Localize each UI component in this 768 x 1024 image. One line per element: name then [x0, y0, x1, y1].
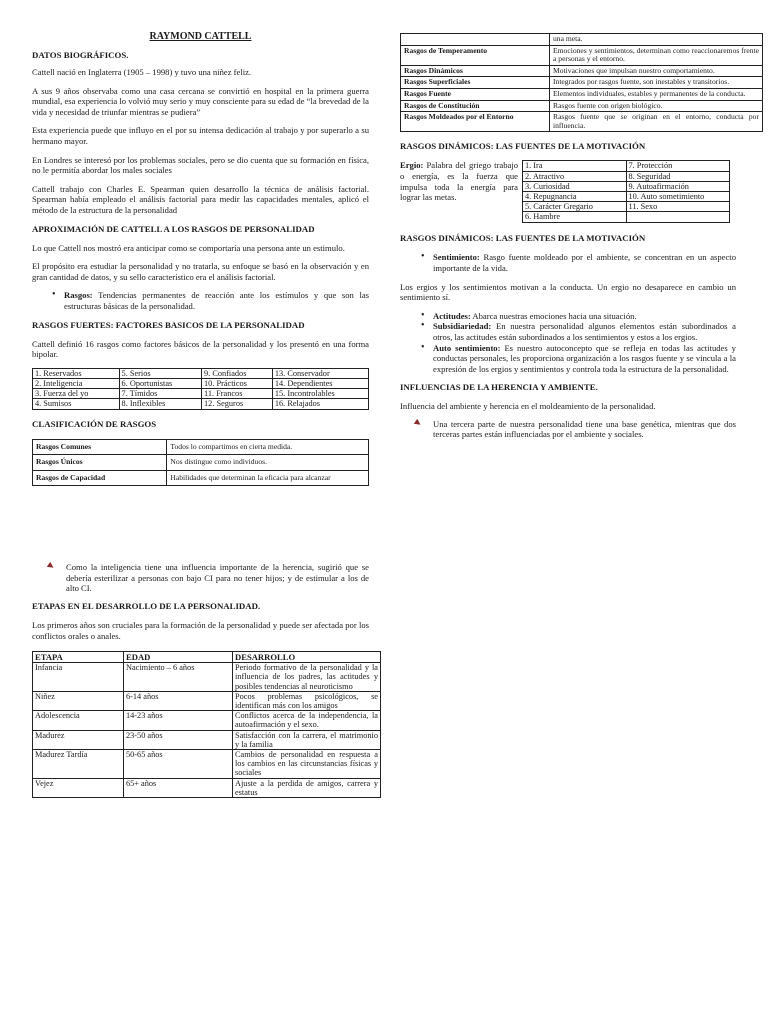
rasgo-name: Rasgos Únicos — [33, 455, 167, 471]
etapa-cell: Adolescencia — [33, 711, 124, 730]
heading-rasgos-fuertes: RASGOS FUERTES: FACTORES BASICOS DE LA PERSONALIDAD — [32, 319, 305, 330]
table-cell: 5. Carácter Gregario — [523, 202, 627, 212]
bullet-icon: • — [421, 320, 425, 332]
table-cell: 6. Oportunistas — [119, 378, 201, 388]
rasgo-description: Integrados por rasgos fuente, son inestables y transitorios. — [550, 77, 763, 89]
bullet-icon: • — [421, 309, 425, 321]
table-cell: 7. Protección — [626, 161, 730, 171]
paragraph: Lo que Cattell nos mostró era anticipar como se comportaría una persona ante un estimulo. — [32, 242, 345, 253]
table-cell: 8. Seguridad — [626, 171, 730, 181]
paragraph: Esta experiencia puede que influyo en el por su intensa dedicación al trabajo y por superarlo a su hermano mayor. — [32, 125, 369, 146]
rasgo-name: Rasgos de Temperamento — [401, 45, 550, 65]
table-row — [33, 399, 369, 409]
edad-cell: 23-50 años — [124, 730, 233, 749]
rasgo-description: Todos lo compartimos en cierta medida. — [167, 439, 369, 455]
table-row — [523, 171, 730, 181]
table-row — [401, 45, 763, 65]
list-item — [421, 309, 736, 322]
etapa-cell: Madurez Tardía — [33, 750, 124, 779]
clasificacion-table — [32, 439, 369, 487]
ergio-definition — [400, 160, 518, 202]
heading-herencia: INFLUENCIAS DE LA HERENCIA Y AMBIENTE. — [400, 382, 598, 393]
sentimiento-list — [400, 252, 736, 273]
desarrollo-cell: Ajuste a la perdida de amigos, carrera y estatus — [233, 778, 381, 797]
table-cell: 7. Tímidos — [119, 389, 201, 399]
rasgo-name: Rasgos Fuente — [401, 88, 550, 100]
table-row — [523, 181, 730, 191]
table-row — [401, 88, 763, 100]
paragraph: Cattell definió 16 rasgos como factores básicos de la personalidad y los presentó en una forma bipolar. — [32, 338, 369, 360]
table-cell: 9. Autoafirmación — [626, 181, 730, 191]
table-row — [33, 368, 369, 378]
table-row — [33, 389, 369, 399]
rasgo-description: Rasgos fuente que se originan en el entorno, conducta por influencia. — [550, 112, 763, 132]
table-cell: 8. Inflexibles — [119, 399, 201, 409]
rasgo-name: Rasgos Moldeados por el Entorno — [401, 112, 550, 132]
rasgos-list — [32, 290, 369, 311]
rasgo-description: Emociones y sentimientos, determinan como reaccionaremos frente a personas y el entorno. — [550, 45, 763, 65]
paragraph: Cattell nació en Inglaterra (1905 – 1998) y tuvo una niñez feliz. — [32, 67, 252, 77]
list-text: Como la inteligencia tiene una influencia importante de la herencia, sugirió que se debería esterilizar a personas con bajo CI para no tener hijos; y de estimular a los de alto CI. — [66, 562, 369, 594]
arrow-list — [400, 419, 736, 440]
edad-cell: Nacimiento – 6 años — [124, 663, 233, 692]
term: Rasgos: — [64, 290, 93, 301]
edad-cell: 14-23 años — [124, 711, 233, 730]
table-row — [401, 34, 763, 46]
table-row — [523, 161, 730, 171]
table-cell: 2. Inteligencia — [33, 378, 120, 388]
paragraph: El propósito era estudiar la personalidad y no tratarla, su enfoque se basó en la observación y en gran cantidad de datos, y su sello característico era el análisis factorial. — [32, 261, 369, 282]
table-cell: 4. Sumisos — [33, 399, 120, 409]
rasgo-description: Nos distingue como individuos. — [167, 455, 369, 471]
table-cell: 10. Auto sometimiento — [626, 191, 730, 201]
term: Subsidiariedad: — [433, 321, 492, 332]
table-cell: 11. Sexo — [626, 202, 730, 212]
table-row — [33, 439, 369, 455]
rasgo-description: Rasgos fuente con origen biológico. — [550, 100, 763, 112]
term: Ergio: — [400, 160, 424, 171]
rasgo-name: Rasgos de Capacidad — [33, 470, 167, 486]
list-item — [421, 341, 736, 375]
table-row — [523, 212, 730, 222]
table-row — [523, 202, 730, 212]
table-cell: 5. Serios — [119, 368, 201, 378]
desarrollo-cell: Cambios de personalidad en respuesta a los cambios en las circunstancias físicas y sociales — [233, 750, 381, 779]
arrow-icon — [414, 419, 422, 427]
table-cell: 3. Fuerza del yo — [33, 389, 120, 399]
term: Actitudes: — [433, 310, 471, 321]
table-row — [33, 778, 381, 797]
table-row — [33, 711, 381, 730]
arrow-icon — [47, 562, 55, 570]
table-cell: 6. Hambre — [523, 212, 627, 222]
heading-rasgos-dinamicos-2: RASGOS DINÁMICOS: LAS FUENTES DE LA MOTIVACIÓN — [400, 233, 646, 244]
rasgo-name: Rasgos Dinámicos — [401, 65, 550, 77]
term: Auto sentimiento: — [433, 342, 501, 353]
table-cell: 10. Prácticos — [202, 378, 273, 388]
list-item — [433, 419, 736, 440]
table-row — [401, 112, 763, 132]
paragraph: En Londres se interesó por los problemas sociales, pero se dio cuenta que su formación en física, no le permitía abordar los males sociales — [32, 154, 369, 176]
conceptos-list — [400, 311, 736, 375]
edad-cell: 6-14 años — [124, 691, 233, 710]
table-row — [401, 100, 763, 112]
etapas-table — [32, 651, 381, 798]
rasgo-name: Rasgos Comunes — [33, 439, 167, 455]
right-column — [400, 0, 759, 440]
table-cell: 1. Reservados — [33, 368, 120, 378]
rasgo-description: Motivaciones que impulsan nuestro comportamiento. — [550, 65, 763, 77]
bullet-icon: • — [421, 341, 425, 353]
bullet-icon: • — [52, 289, 56, 301]
etapa-cell: Madurez — [33, 730, 124, 749]
desarrollo-cell: Satisfacción con la carrera, el matrimonio y la familia — [233, 730, 381, 749]
heading-rasgos-dinamicos: RASGOS DINÁMICOS: LAS FUENTES DE LA MOTIVACIÓN — [400, 141, 646, 152]
definition: En nuestra personalidad algunos elementos están subordinados a otros, las actitudes están subordinados a los sentimientos y estos a los ergios. — [433, 321, 736, 342]
table-row — [33, 691, 381, 710]
etapa-cell: Vejez — [33, 778, 124, 797]
list-item — [421, 251, 736, 273]
table-row — [33, 750, 381, 779]
definition: Rasgo fuente moldeado por el ambiente, se concentran en un aspecto importante de la vida. — [433, 252, 736, 273]
table-cell: 14. Dependientes — [272, 378, 368, 388]
table-row — [401, 77, 763, 89]
table-row — [33, 663, 381, 692]
ergios-table — [522, 160, 730, 222]
factors-table — [32, 368, 369, 410]
list-item — [52, 289, 369, 311]
definition: Palabra del griego trabajo o energía, es la fuerza que impulsa toda la energía para lograr las metas. — [400, 160, 518, 203]
rasgo-name: Rasgos de Constitución — [401, 100, 550, 112]
table-cell: 13. Conservador — [272, 368, 368, 378]
column-header: DESARROLLO — [233, 652, 381, 663]
ergio-block — [400, 160, 736, 226]
table-cell: 4. Repugnancia — [523, 191, 627, 201]
heading-etapas: ETAPAS EN EL DESARROLLO DE LA PERSONALIDAD. — [32, 601, 261, 612]
document-title: RAYMOND CATTELL — [149, 31, 252, 42]
definition: Tendencias permanentes de reacción ante los estímulos y que son las estructuras básicas de la personalidad. — [64, 290, 369, 311]
table-cell — [626, 212, 730, 222]
list-text: Una tercera parte de nuestra personalidad tiene una base genética, mientras que dos terceras partes están influenciadas por el ambiente y sociales. — [433, 418, 736, 440]
column-header: ETAPA — [33, 652, 124, 663]
table-cell: 3. Curiosidad — [523, 181, 627, 191]
etapa-cell: Niñez — [33, 691, 124, 710]
desarrollo-cell: Conflictos acerca de la independencia, la autoafirmación y el sexo. — [233, 711, 381, 730]
table-cell: 16. Relajados — [272, 399, 368, 409]
table-cell: 1. Ira — [523, 161, 627, 171]
heading-clasificacion: CLASIFICACIÓN DE RASGOS — [32, 418, 157, 429]
table-cell: 15. Incontrolables — [272, 389, 368, 399]
list-item — [421, 320, 736, 342]
paragraph: Cattell trabajo con Charles E. Spearman quien desarrollo la técnica de análisis factorial. Spearman había empleado el análisis factorial para medir las capacidades mentales, aplicó el método de la estructura de la personalidad — [32, 183, 369, 215]
paragraph: A sus 9 años observaba como una casa cercana se convirtió en hospital en la primera guerra mundial, esa experiencia lo volvió muy serio y muy consciente para su edad de “la brevedad de la vida y necesidad de triunfar mientras se pudiera” — [32, 85, 369, 117]
table-row — [523, 191, 730, 201]
rasgo-description: Elementos individuales, estables y permanentes de la conducta. — [550, 88, 763, 100]
arrow-list — [32, 562, 369, 594]
table-row — [33, 455, 369, 471]
table-row — [33, 470, 369, 486]
left-column — [32, 0, 378, 798]
paragraph: Los ergios y los sentimientos motivan a la conducta. Un ergio no desaparece en cambio un sentimiento sí. — [400, 281, 736, 303]
heading-aproximacion: APROXIMACIÓN DE CATTELL A LOS RASGOS DE PERSONALIDAD — [32, 223, 315, 234]
term: Sentimiento: — [433, 252, 480, 263]
rasgo-name: Rasgos Superficiales — [401, 77, 550, 89]
heading-datos: DATOS BIOGRÁFICOS. — [32, 50, 129, 60]
edad-cell: 50-65 años — [124, 750, 233, 779]
desarrollo-cell: Pocos problemas psicológicos, se identifican más con los amigos — [233, 691, 381, 710]
rasgo-description: Habilidades que determinan la eficacia para alcanzar — [167, 470, 369, 486]
edad-cell: 65+ años — [124, 778, 233, 797]
definition: Abarca nuestras emociones hacia una situación. — [470, 310, 637, 321]
column-header: EDAD — [124, 652, 233, 663]
table-cell: 9. Confiados — [202, 368, 273, 378]
bullet-icon: • — [421, 251, 425, 263]
table-row — [33, 730, 381, 749]
table-cell: 2. Atractivo — [523, 171, 627, 181]
rasgo-description: una meta. — [550, 34, 763, 46]
paragraph: Los primeros años son cruciales para la formación de la personalidad y puede ser afectada por los conflictos orales o anales. — [32, 620, 369, 641]
table-row — [33, 378, 369, 388]
rasgo-name — [401, 34, 550, 46]
etapa-cell: Infancia — [33, 663, 124, 692]
list-item — [66, 562, 369, 594]
table-row — [401, 65, 763, 77]
rasgos-table — [400, 33, 763, 132]
paragraph: Influencia del ambiente y herencia en el moldeamiento de la personalidad. — [400, 401, 656, 412]
table-cell: 11. Francos — [202, 389, 273, 399]
desarrollo-cell: Periodo formativo de la personalidad y la influencia de los padres, las actitudes y posibles tendencias al neuroticismo — [233, 663, 381, 692]
table-cell: 12. Seguros — [202, 399, 273, 409]
definition: Es nuestro autoconcepto que se refleja en todas las actitudes y conductas personales, les proporciona organización a los rasgos fuente y se vincula a la expresión de los ergios y sentimientos y controla toda la estructura de la personalidad. — [433, 342, 736, 374]
